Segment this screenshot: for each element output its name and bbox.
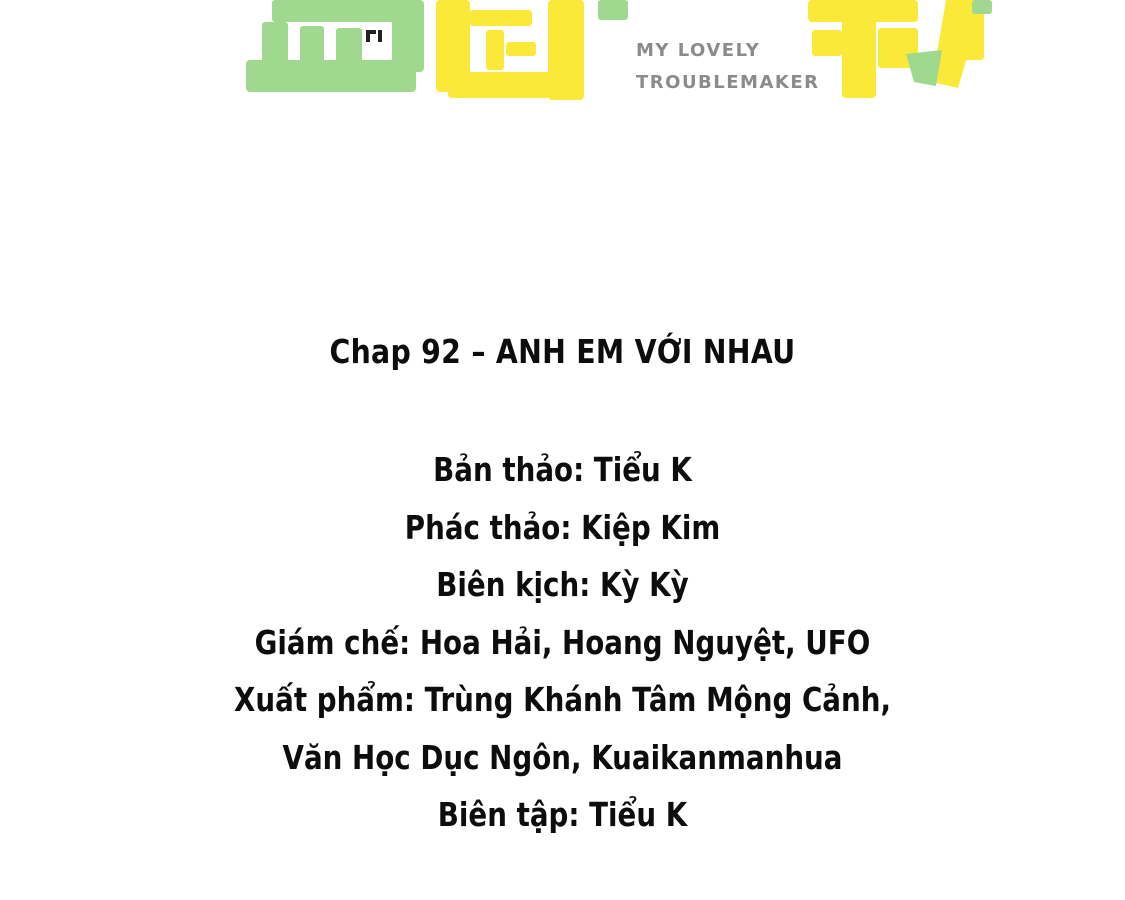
logo-yellow-glyph-1 xyxy=(436,0,584,100)
credit-line-publisher: Xuất phẩm: Trùng Khánh Tâm Mộng Cảnh, xyxy=(234,680,891,719)
logo-yellow-glyph-2 xyxy=(808,0,984,98)
credit-line-publisher-cont: Văn Học Dục Ngôn, Kuaikanmanhua xyxy=(282,737,843,777)
credit-line-sketch: Phác thảo: Kiệp Kim xyxy=(404,507,721,547)
credit-line-script: Biên kịch: Kỳ Kỳ xyxy=(436,565,689,604)
logo-green-glyph xyxy=(246,0,424,92)
credit-line-supervisor: Giám chế: Hoa Hải, Hoang Nguyệt, UFO xyxy=(254,622,871,662)
title-logo xyxy=(0,0,1125,130)
credit-line-editor: Biên tập: Tiểu K xyxy=(437,795,688,834)
credit-line-draft: Bản thảo: Tiểu K xyxy=(433,450,692,489)
logo-green-dash xyxy=(598,0,628,20)
logo-subtitle-line1: MY LOVELY xyxy=(636,40,761,61)
logo-subtitle-line2: TROUBLEMAKER xyxy=(636,72,820,93)
chapter-title: Chap 92 – ANH EM VỚI NHAU xyxy=(329,332,796,371)
credits-block xyxy=(90,441,1035,844)
title-logo-art xyxy=(0,0,1125,130)
